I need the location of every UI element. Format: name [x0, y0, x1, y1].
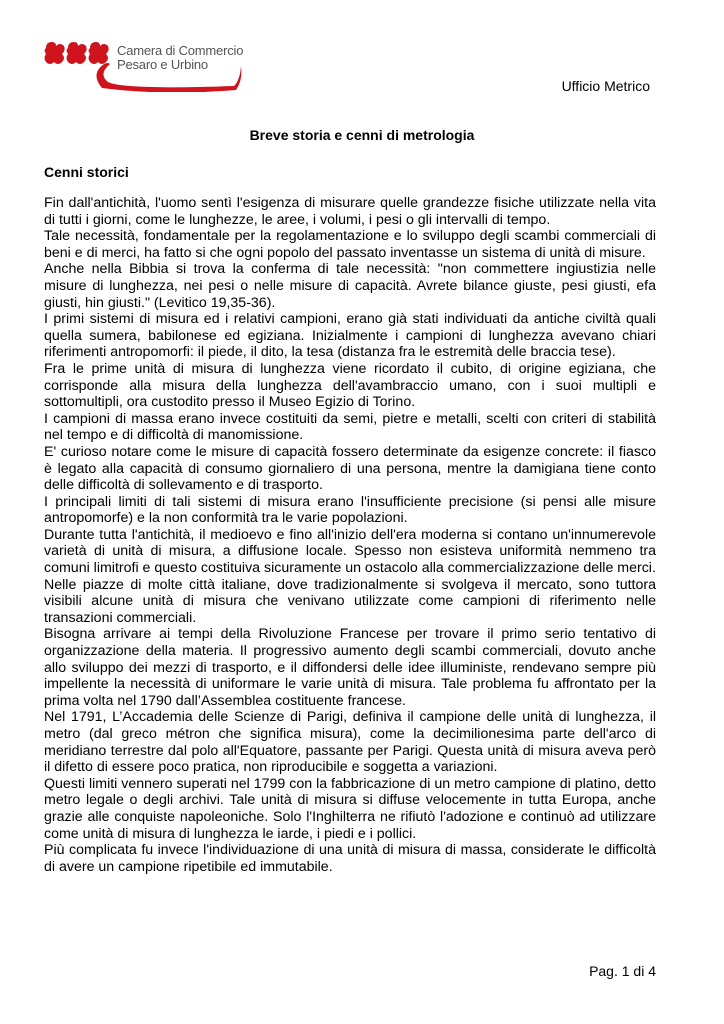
paragraph: Nel 1791, L’Accademia delle Scienze di Parigi, definiva il campione delle unità di lunghezza, il metro (dal greco métron che significa misura), come la decimilionesima parte dell'arco di meridiano terrestre dal polo all'Equatore, passante per Parigi. Questa unità di misura aveva però il difetto di essere poco pratica, non riproducibile e soggetta a variazioni.	[44, 709, 656, 776]
paragraph: I campioni di massa erano invece costituiti da semi, pietre e metalli, scelti con criteri di stabilità nel tempo e di difficoltà di manomissione.	[44, 410, 656, 444]
section-heading: Cenni storici	[44, 164, 129, 180]
paragraph: E' curioso notare come le misure di capacità fossero determinate da esigenze concrete: il fiasco è legato alla capacità di consumo giornaliero di una persona, mentre la damigiana tiene conto delle difficoltà di sollevamento e di trasporto.	[44, 443, 656, 494]
office-name: Ufficio Metrico	[561, 78, 650, 94]
paragraph: Questi limiti vennero superati nel 1799 con la fabbricazione di un metro campione di platino, detto metro legale o degli archivi. Tale unità di misura si diffuse velocemente in tutta Europa, anche grazie alle conquiste napoleoniche. Solo l'Inghilterra ne rifiutò l'adozione e continuò ad utilizzare come unità di misura di lunghezza le iarde, i piedi e i pollici.	[44, 775, 656, 842]
paragraph: I primi sistemi di misura ed i relativi campioni, erano già stati individuati da antiche civiltà quali quella sumera, babilonese ed egiziana. Inizialmente i campioni di lunghezza avevano chiari riferimenti antropomorfi: il piede, il dito, la tesa (distanza fra le estremità delle braccia tese).	[44, 311, 656, 361]
paragraph: Durante tutta l'antichità, il medioevo e fino all'inizio dell'era moderna si contano un'innumerevole varietà di unità di misura, a diffusione locale. Spesso non esisteva uniformità nemmeno tra comuni limitrofi e questo costituiva sicuramente un ostacolo alla commercializzazione delle merci.	[44, 526, 656, 577]
document-title: Breve storia e cenni di metrologia	[249, 127, 475, 143]
paragraph: Più complicata fu invece l'individuazione di una unità di misura di massa, considerate le difficoltà di avere un campione ripetibile ed immutabile.	[44, 842, 656, 875]
body-text	[44, 195, 656, 875]
paragraph: Anche nella Bibbia si trova la conferma di tale necessità: "non commettere ingiustizia nelle misure di lunghezza, nei pesi o nelle misure di capacità. Avrete bilance giuste, pesi giusti, efa giusti, hin giusti." (Levitico 19,35-36).	[44, 261, 656, 311]
page-number: Pag. 1 di 4	[589, 963, 656, 979]
paragraph: I principali limiti di tali sistemi di misura erano l'insufficiente precisione (si pensi alle misure antropomorfe) e la non conformità tra le varie popolazioni.	[44, 493, 656, 527]
paragraph: Fra le prime unità di misura di lunghezza viene ricordato il cubito, di origine egiziana, che corrisponde alla misura della lunghezza dell'avambraccio umano, con i suoi multipli e sottomultipli, ora custodito presso il Museo Egizio di Torino.	[44, 360, 656, 411]
logo-mark-icon	[45, 42, 109, 64]
logo-text	[117, 44, 243, 72]
paragraph: Tale necessità, fondamentale per la regolamentazione e lo sviluppo degli scambi commerciali di beni e di merci, ha fatto si che ogni popolo del passato inventasse un sistema di unità di misure.	[44, 228, 656, 261]
paragraph: Fin dall'antichità, l'uomo sentì l'esigenza di misurare quelle grandezze fisiche utilizzate nella vita di tutti i giorni, come le lunghezze, le aree, i volumi, i pesi o gli intervalli di tempo.	[44, 195, 656, 228]
logo-line-1: Camera di Commercio	[117, 43, 244, 58]
paragraph: Bisogna arrivare ai tempi della Rivoluzione Francese per trovare il primo serio tentativo di organizzazione della materia. Il progressivo aumento degli scambi commerciali, dovuto anche allo sviluppo dei mezzi di trasporto, e il diffondersi delle idee illuministe, rendevano sempre più impellente la necessità di uniformare le varie unità di misura. Tale problema fu affrontato per la prima volta nel 1790 dall’Assemblea costituente francese.	[44, 626, 656, 709]
paragraph: Nelle piazze di molte città italiane, dove tradizionalmente si svolgeva il mercato, sono tuttora visibili alcune unità di misura che venivano utilizzate come campioni di riferimento nelle transazioni commerciali.	[44, 576, 656, 626]
logo-line-2: Pesaro e Urbino	[117, 57, 208, 72]
